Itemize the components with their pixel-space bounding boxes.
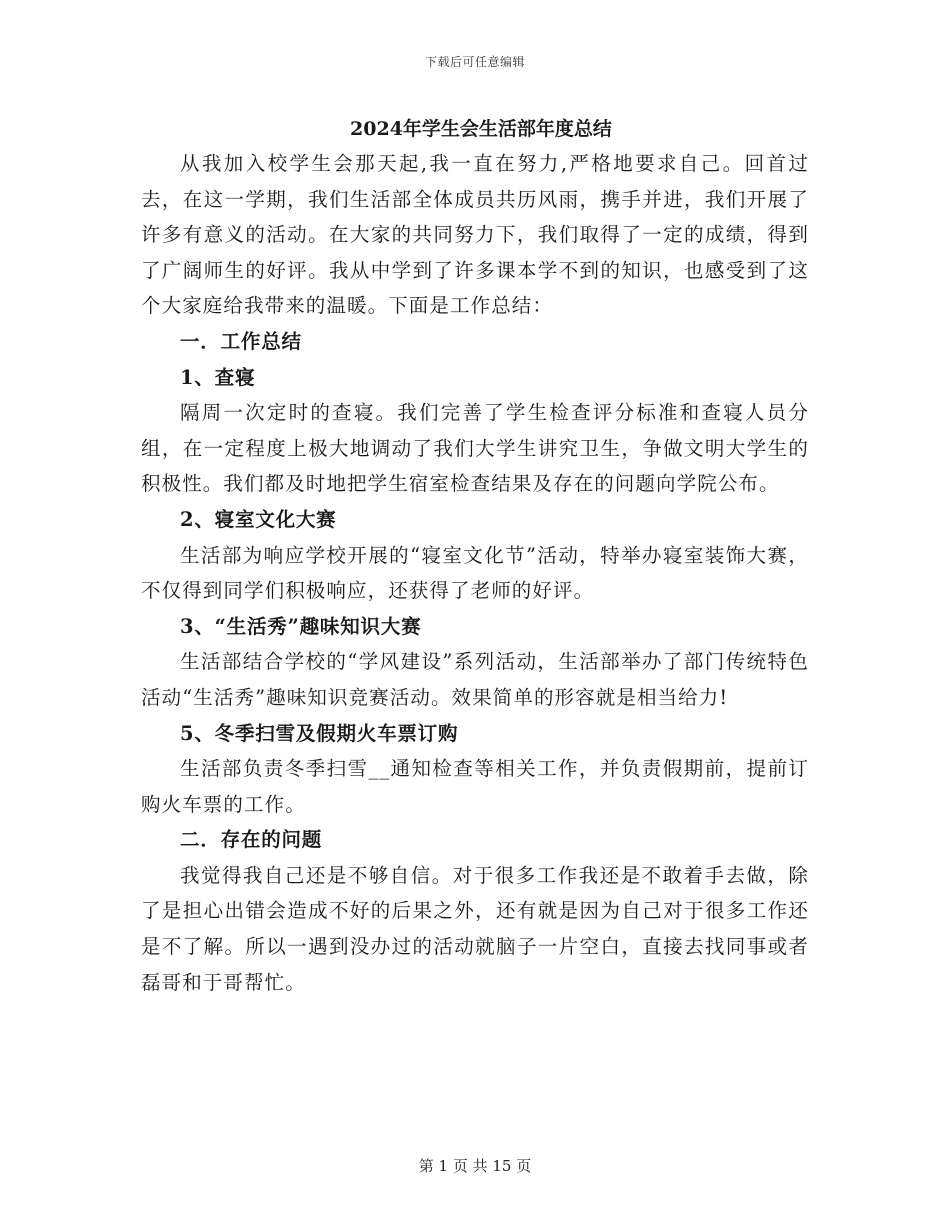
item-paragraph-dorm-check: 隔周一次定时的查寝。我们完善了学生检查评分标准和查寝人员分组，在一定程度上极大地调动了我们大学生讲究卫生，争做文明大学生的积极性。我们都及时地把学生宿室检查结果及存在的问题向学院公布。 [141, 401, 809, 496]
item-paragraph-dorm-culture: 生活部为响应学校开展的“寝室文化节”活动，特举办寝室装饰大赛，不仅得到同学们积极响应，还获得了老师的好评。 [141, 543, 809, 603]
document-body [141, 112, 809, 1000]
section-heading-problems: 二．存在的问题 [180, 828, 323, 852]
problems-paragraph: 我觉得我自己还是不够自信。对于很多工作我还是不敢着手去做，除了是担心出错会造成不好的后果之外，还有就是因为自己对于很多工作还是不了解。所以一遇到没办过的活动就脑子一片空白，直接去找同事或者磊哥和于哥帮忙。 [141, 863, 809, 994]
item-heading-winter-snow: 5、冬季扫雪及假期火车票订购 [180, 721, 459, 745]
item-heading-life-show: 3、“生活秀”趣味知识大赛 [180, 614, 422, 638]
document-title: 2024年学生会生活部年度总结 [350, 118, 612, 140]
section-heading-work-summary: 一．工作总结 [180, 329, 302, 353]
item-heading-dorm-culture: 2、寝室文化大赛 [180, 507, 337, 531]
item-heading-dorm-check: 1、查寝 [180, 365, 256, 389]
item-paragraph-life-show: 生活部结合学校的“学风建设”系列活动，生活部举办了部门传统特色活动“生活秀”趣味知识竞赛活动。效果简单的形容就是相当给力! [141, 650, 809, 709]
intro-paragraph: 从我加入校学生会那天起,我一直在努力,严格地要求自己。回首过去，在这一学期，我们生活部全体成员共历风雨，携手并进，我们开展了许多有意义的活动。在大家的共同努力下，我们取得了一定的成绩，得到了广阔师生的好评。我从中学到了许多课本学不到的知识，也感受到了这个大家庭给我带来的温暖。下面是工作总结： [141, 152, 809, 318]
page-number: 第 1 页 共 15 页 [418, 1157, 532, 1175]
item-paragraph-winter-snow: 生活部负责冬季扫雪__通知检查等相关工作，并负责假期前，提前订购火车票的工作。 [141, 757, 809, 816]
header-note: 下载后可任意编辑 [424, 55, 525, 69]
